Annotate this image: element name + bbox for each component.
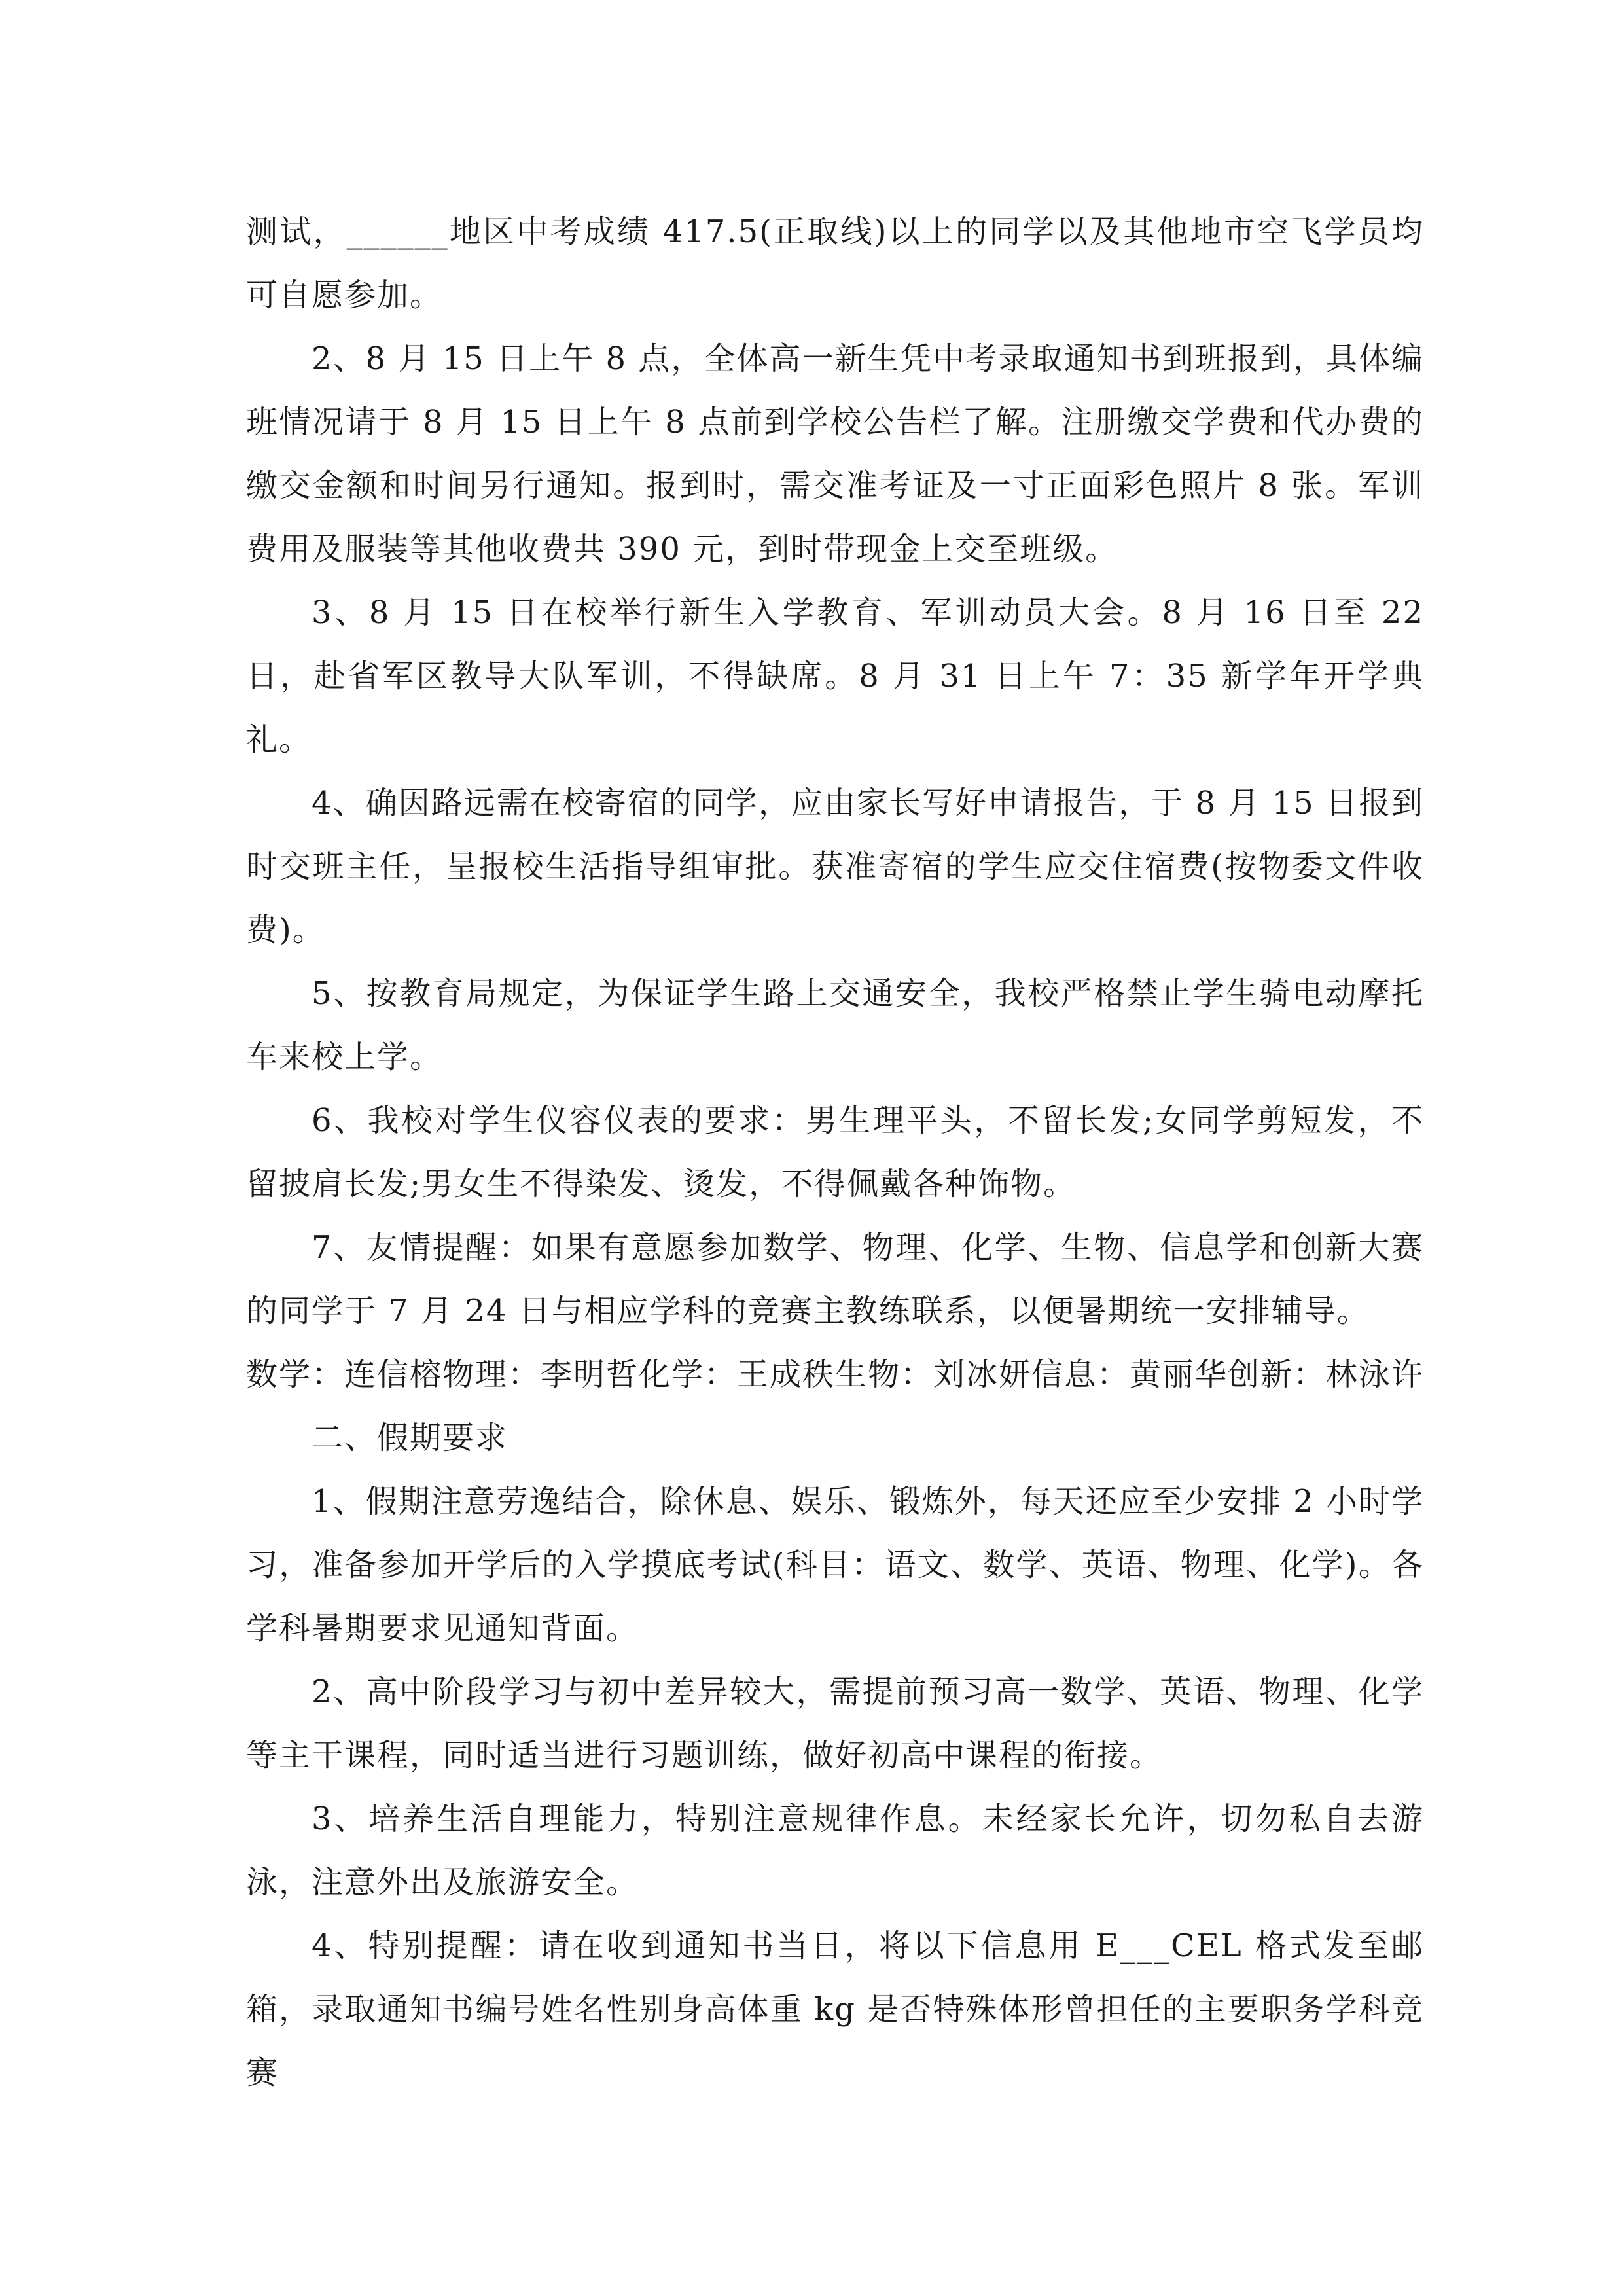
section-heading-vacation: 二、假期要求: [312, 1420, 508, 1456]
document-body: [246, 200, 1436, 2105]
paragraph-appearance: 6、我校对学生仪容仪表的要求：男生理平头，不留长发;女同学剪短发，不留披肩长发;男女生不得染发、烫发，不得佩戴各种饰物。: [246, 1102, 1424, 1202]
paragraph-coaches: 数学：连信榕物理：李明哲化学：王成秩生物：刘冰妍信息：黄丽华创新：林泳许: [246, 1356, 1425, 1393]
paragraph-preview-courses: 2、高中阶段学习与初中差异较大，需提前预习高一数学、英语、物理、化学等主干课程，同时适当进行习题训练，做好初高中课程的衔接。: [246, 1674, 1424, 1774]
paragraph-special-reminder: 4、特别提醒：请在收到通知书当日，将以下信息用 E___CEL 格式发至邮箱，录取通知书编号姓名性别身高体重 kg 是否特殊体形曾担任的主要职务学科竞赛: [246, 1928, 1424, 2091]
paragraph-registration: 2、8 月 15 日上午 8 点，全体高一新生凭中考录取通知书到班报到，具体编班情况请于 8 月 15 日上午 8 点前到学校公告栏了解。注册缴交学费和代办费的缴交金额和时间另行通知。报到时，需交准考证及一寸正面彩色照片 8 张。军训费用及服装等其他收费共 390 元，到时带现金上交至班级。: [246, 340, 1424, 567]
paragraph-competition: 7、友情提醒：如果有意愿参加数学、物理、化学、生物、信息学和创新大赛的同学于 7 月 24 日与相应学科的竞赛主教练联系，以便暑期统一安排辅导。: [246, 1229, 1424, 1329]
paragraph-self-care: 3、培养生活自理能力，特别注意规律作息。未经家长允许，切勿私自去游泳，注意外出及旅游安全。: [246, 1801, 1424, 1901]
paragraph-test-eligibility: 测试，______地区中考成绩 417.5(正取线)以上的同学以及其他地市空飞学员均可自愿参加。: [246, 213, 1424, 314]
paragraph-traffic-safety: 5、按教育局规定，为保证学生路上交通安全，我校严格禁止学生骑电动摩托车来校上学。: [246, 975, 1424, 1075]
paragraph-military-training: 3、8 月 15 日在校举行新生入学教育、军训动员大会。8 月 16 日至 22 日，赴省军区教导大队军训，不得缺席。8 月 31 日上午 7：35 新学年开学典礼。: [246, 594, 1436, 758]
paragraph-study-plan: 1、假期注意劳逸结合，除休息、娱乐、锻炼外，每天还应至少安排 2 小时学习，准备参加开学后的入学摸底考试(科目：语文、数学、英语、物理、化学)。各学科暑期要求见通知背面。: [246, 1483, 1424, 1647]
paragraph-boarding: 4、确因路远需在校寄宿的同学，应由家长写好申请报告，于 8 月 15 日报到时交班主任，呈报校生活指导组审批。获准寄宿的学生应交住宿费(按物委文件收费)。: [246, 785, 1424, 948]
